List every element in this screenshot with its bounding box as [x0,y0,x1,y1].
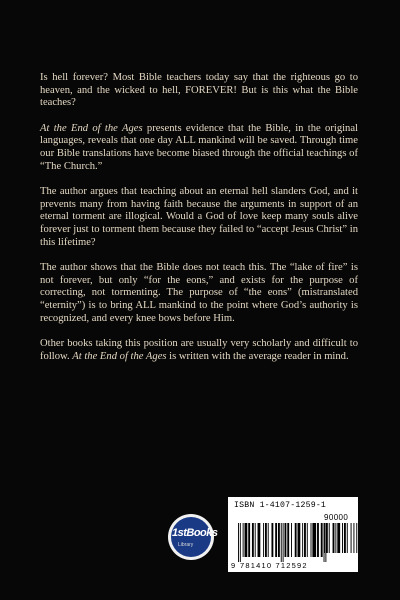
blurb-paragraph-5-start: Other books taking this position are usually very scholarly and difficult to follow. [40,338,358,362]
blurb-paragraph-2 [40,123,358,173]
logo-wordmark: 1stBooks [172,527,218,539]
logo-subtext: Library [178,542,194,548]
barcode-bar [353,523,354,553]
barcode-bar [238,523,239,562]
blurb-paragraph-5 [40,338,358,363]
barcode-bar [344,523,346,553]
barcode-bar [326,523,328,553]
back-cover-blurb [40,72,358,376]
barcode-bar [255,523,256,557]
barcode-bar [278,523,280,557]
barcode-bar [275,523,277,557]
barcode-bar [302,523,303,557]
barcode-bar [268,523,269,557]
barcode-bar [337,523,340,553]
barcode-bar [307,523,308,557]
blurb-paragraph-2-text: presents evidence that the Bible, in the original languages, reveals that one day ALL mankind will be saved. Through time our Bible translations have become biased through the official teachings of “The Church.” [40,122,358,172]
barcode-bar [329,523,330,553]
blurb-paragraph-1: Is hell forever? Most Bible teachers today say that the righteous go to heaven, and the wicked to hell, FOREVER! But is this what the Bible teaches? [40,72,358,109]
book-title-italic: At the End of the Ages [72,350,167,362]
barcode-bar [347,523,348,553]
price-code-digits: 90000 [324,513,349,522]
barcode-bar [243,523,244,557]
barcode-bar [311,523,312,557]
barcode-bar [263,523,264,557]
barcode-bar [248,523,250,557]
barcode-bar [333,523,335,553]
price-barcode-bars [324,523,358,553]
barcode-bar [321,523,323,557]
barcode-bar [351,523,352,553]
ean-digits: 781410 712592 [240,561,308,570]
barcode-bar [287,523,289,557]
barcode-bar [295,523,297,557]
book-title-italic: At the End of the Ages [40,122,143,134]
blurb-paragraph-3: The author argues that teaching about an eternal hell slanders God, and it prevents many from having faith because the arguments in support of an eternal torment are illogical. Would a God of love keep many souls alive forever just to torment them because they failed to “accept Jesus Christ” in this lifetime? [40,186,358,248]
barcode-bar [271,523,273,557]
barcode-bar [304,523,306,557]
ean-barcode-bars [238,523,326,562]
barcode-bar [283,523,284,562]
publisher-logo [168,514,220,560]
barcode-bar [240,523,241,562]
barcode-bar [356,523,357,553]
ean-first-digit: 9 [231,561,236,570]
isbn-label: ISBN 1-4107-1259-1 [234,501,327,510]
barcode-bar [252,523,254,557]
barcode-bar [245,523,248,557]
barcode-bar [317,523,319,557]
barcode-bar [298,523,301,557]
blurb-paragraph-4: The author shows that the Bible does not teach this. The “lake of fire” is not forever, but only “for the eons,” and exists for the purpose of correcting, not tormenting. The purpose of “the eons” (mistranslated “eternity”) is to bring ALL mankind to the point where God’s authority is recognized, and every knee bows before Him. [40,262,358,324]
barcode-bar [324,523,325,553]
barcode-bar [285,523,287,557]
barcode-bar [291,523,292,557]
barcode-bar [312,523,316,557]
barcode-bar [335,523,336,553]
barcode-box [228,497,358,572]
barcode-bar [281,523,282,562]
barcode-bar [265,523,267,557]
barcode-bar [258,523,261,557]
blurb-paragraph-5-end: is written with the average reader in mind. [166,350,349,362]
barcode-bar [342,523,343,553]
